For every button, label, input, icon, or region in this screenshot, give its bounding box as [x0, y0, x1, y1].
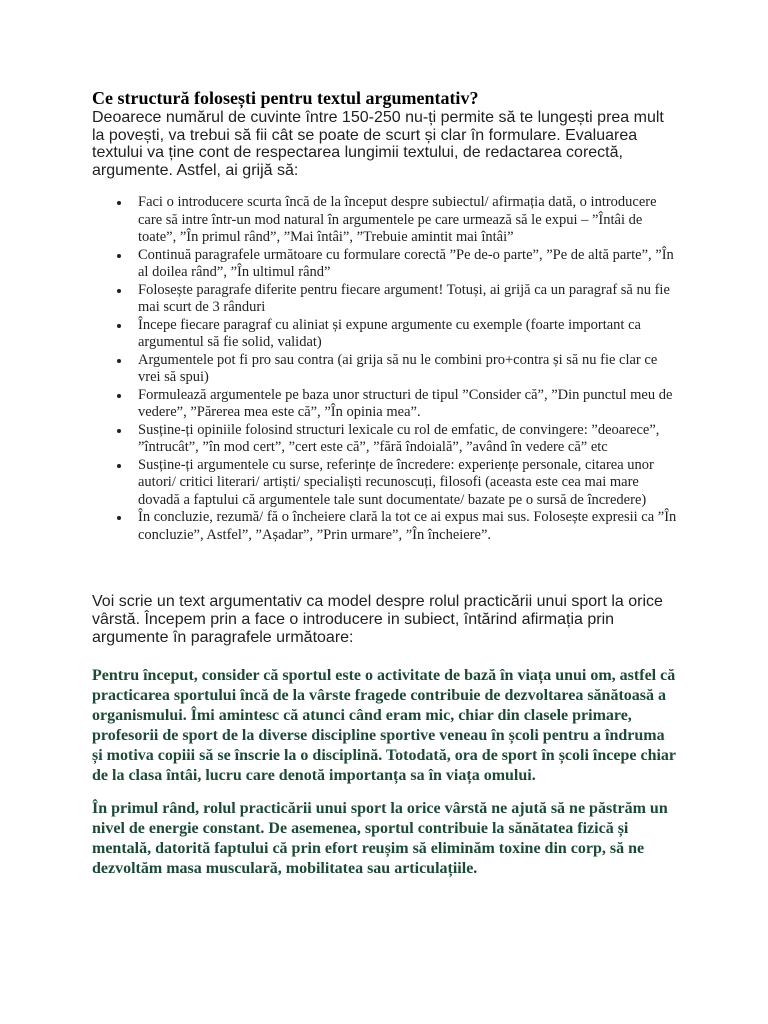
list-item: În concluzie, rezumă/ fă o încheiere clară la tot ce ai expus mai sus. Folosește expresii ca ”În concluzie”, Astfel”, ”Așadar”, ”Prin urmare”, ”În încheiere”. [138, 509, 683, 544]
model-intro-paragraph: Voi scrie un text argumentativ ca model despre rolul practicării unui sport la orice vârstă. Începem prin a face o introducere in subiect, întărind afirmația prin argumente în paragrafele următoare: [92, 593, 663, 647]
list-item: Susține-ți opiniile folosind structuri lexicale cu rol de emfatic, de convingere: ”deoarece”, ”întrucât”, ”în mod cert”, ”cert este că”, ”fără îndoială”, ”având în vedere că” etc [138, 422, 683, 457]
list-item: Folosește paragrafe diferite pentru fiecare argument! Totuși, ai grijă ca un paragraf să nu fie mai scurt de 3 rânduri [138, 282, 683, 317]
intro-paragraph: Deoarece numărul de cuvinte între 150-250 nu-ți permite să te lungești prea mult la povești, va trebui să fii cât se poate de scurt și clar în formulare. Evaluarea textului va ține cont de respectarea lungimii textului, de redactarea corectă, argumente. Astfel, ai grijă să: [92, 109, 664, 179]
list-item: Începe fiecare paragraf cu aliniat și expune argumente cu exemple (foarte important ca argumentul să fie solid, validat) [138, 317, 683, 352]
example-paragraph: Pentru început, consider că sportul este o activitate de bază în viața unui om, astfel că practicarea sportului încă de la vârste fragede contribuie de dezvoltarea sănătoasă a organismului. Îmi amintesc că atunci când eram mic, chiar din clasele primare, profesorii de sport de la diverse discipline sportive veneau în școli pentru a îndruma și motiva copiii să se înscrie la o disciplină. Totodată, ora de sport în școli începe chiar de la clasa întâi, lucru care denotă importanța sa în viața omului. [92, 667, 676, 784]
tips-list [92, 194, 683, 544]
example-paragraph: În primul rând, rolul practicării unui sport la orice vârstă ne ajută să ne păstrăm un nivel de energie constant. De asemenea, sportul contribuie la sănătatea fizică și mentală, datorită faptului că prin efort reușim să eliminăm toxine din corp, să ne dezvoltăm masa musculară, mobilitatea sau articulațiile. [92, 799, 668, 877]
list-item: Faci o introducere scurta încă de la început despre subiectul/ afirmația dată, o introducere care să intre într-un mod natural în argumentele pe care urmează să le expui – ”Întâi de toate”, ”În primul rând”, ”Mai întâi”, ”Trebuie amintit mai întâi” [138, 194, 683, 247]
document-title: Ce structură folosești pentru textul argumentativ? [92, 88, 479, 108]
list-item: Formulează argumentele pe baza unor structuri de tipul ”Consider că”, ”Din punctul meu de vedere”, ”Părerea mea este că”, ”În opinia mea”. [138, 387, 683, 422]
list-item: Argumentele pot fi pro sau contra (ai grija să nu le combini pro+contra și să nu fie clar ce vrei să spui) [138, 352, 683, 387]
list-item: Susține-ți argumentele cu surse, referințe de încredere: experiențe personale, citarea unor autori/ critici literari/ artiști/ specialiști recunoscuți, filosofi (aceasta este cea mai mare dovadă a faptului că argumentele tale sunt documentate/ bazate pe o sursă de încredere) [138, 457, 683, 510]
list-item: Continuă paragrafele următoare cu formulare corectă ”Pe de-o parte”, ”Pe de altă parte”, ”În al doilea rând”, ”În ultimul rând” [138, 247, 683, 282]
